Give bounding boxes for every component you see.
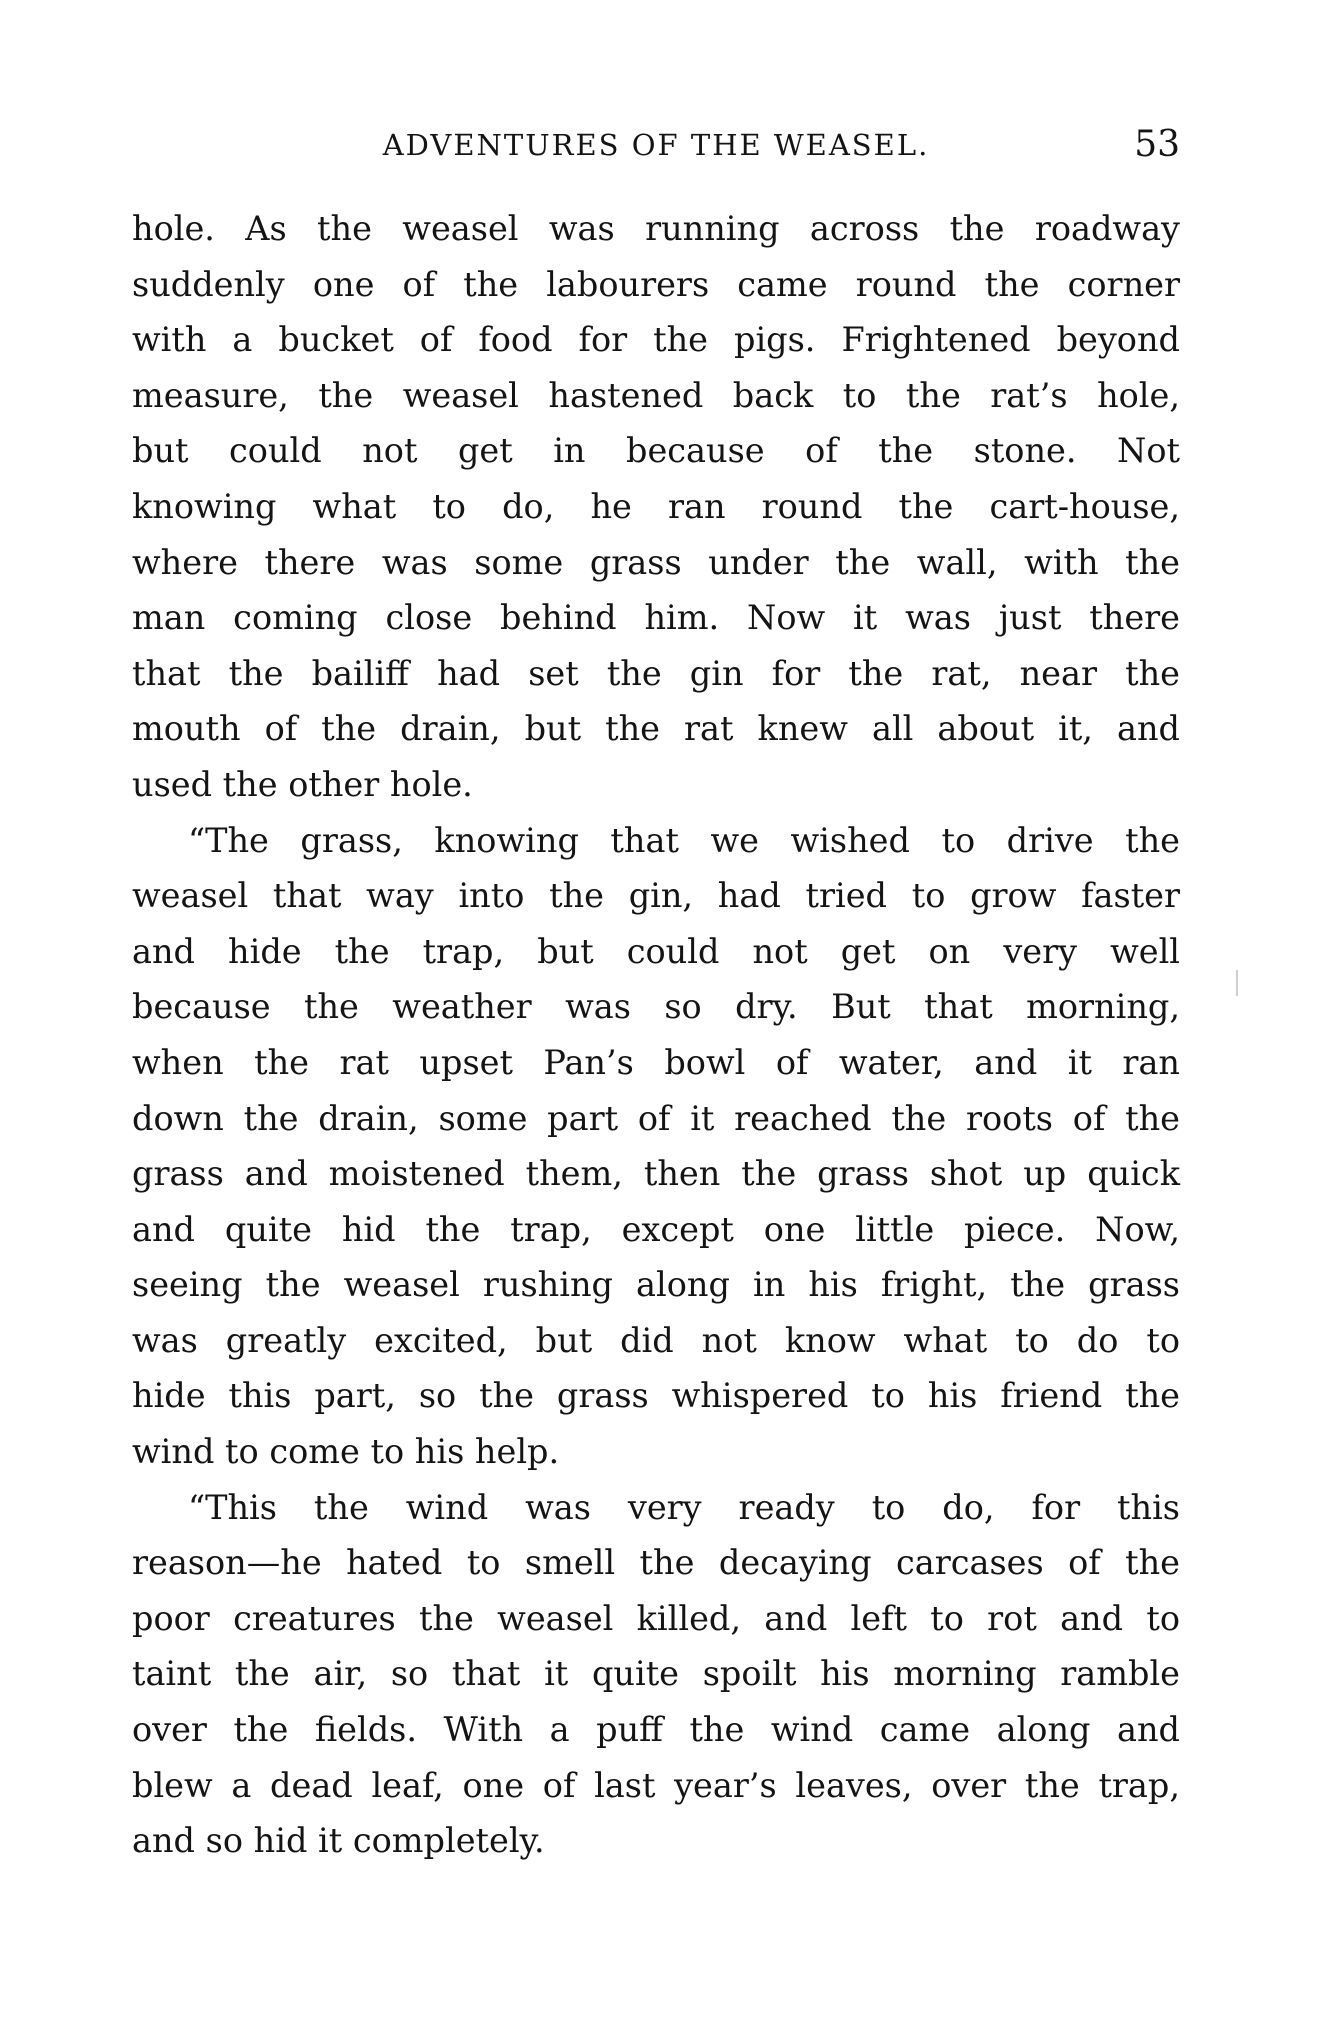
text-line: and so hid it completely.: [132, 1821, 545, 1861]
text-line: grass and moistened them, then the grass shot up quick: [132, 1154, 1180, 1194]
text-line: because the weather was so dry. But that morning,: [132, 987, 1180, 1027]
running-title: ADVENTURES OF THE WEASEL.: [382, 128, 930, 162]
page-number: 53: [1134, 124, 1180, 165]
text-line: and quite hid the trap, except one little piece. Now,: [132, 1209, 1180, 1249]
text-line: was greatly excited, but did not know what to do to: [132, 1320, 1180, 1360]
text-line: suddenly one of the labourers came round the corner: [132, 264, 1180, 304]
text-line: and hide the trap, but could not get on very well: [132, 931, 1180, 971]
text-line: used the other hole.: [132, 764, 473, 804]
text-line: with a bucket of food for the pigs. Frightened beyond: [132, 320, 1180, 360]
text-line: hole. As the weasel was running across the roadway: [132, 209, 1180, 248]
running-head: [132, 120, 1180, 170]
text-line: hide this part, so the grass whispered to his friend the: [132, 1376, 1180, 1416]
text-line: poor creatures the weasel killed, and left to rot and to: [132, 1598, 1180, 1638]
text-line: when the rat upset Pan’s bowl of water, and it ran: [132, 1042, 1180, 1082]
text-line: measure, the weasel hastened back to the rat’s hole,: [132, 375, 1180, 415]
text-line: where there was some grass under the wall, with the: [132, 542, 1180, 582]
text-line: seeing the weasel rushing along in his fright, the grass: [132, 1265, 1180, 1305]
text-line: taint the air, so that it quite spoilt his morning ramble: [132, 1654, 1180, 1694]
text-line: but could not get in because of the stone. Not: [132, 431, 1180, 471]
text-line: weasel that way into the gin, had tried to grow faster: [132, 876, 1180, 916]
text-line: mouth of the drain, but the rat knew all about it, and: [132, 709, 1180, 749]
body-text: [132, 201, 1180, 1869]
text-line: blew a dead leaf, one of last year’s leaves, over the trap,: [132, 1765, 1180, 1805]
text-line: down the drain, some part of it reached the roots of the: [132, 1098, 1180, 1138]
text-line: over the fields. With a puff the wind came along and: [132, 1710, 1180, 1750]
text-line: wind to come to his help.: [132, 1432, 560, 1472]
text-line: “This the wind was very ready to do, for this: [188, 1487, 1180, 1527]
text-line: that the bailiff had set the gin for the rat, near the: [132, 653, 1180, 693]
text-line: man coming close behind him. Now it was just there: [132, 598, 1180, 638]
paper-speck: [1236, 970, 1238, 996]
text-line: reason—he hated to smell the decaying carcases of the: [132, 1543, 1180, 1583]
text-line: knowing what to do, he ran round the cart-house,: [132, 486, 1180, 526]
text-line: “The grass, knowing that we wished to drive the: [188, 820, 1180, 860]
